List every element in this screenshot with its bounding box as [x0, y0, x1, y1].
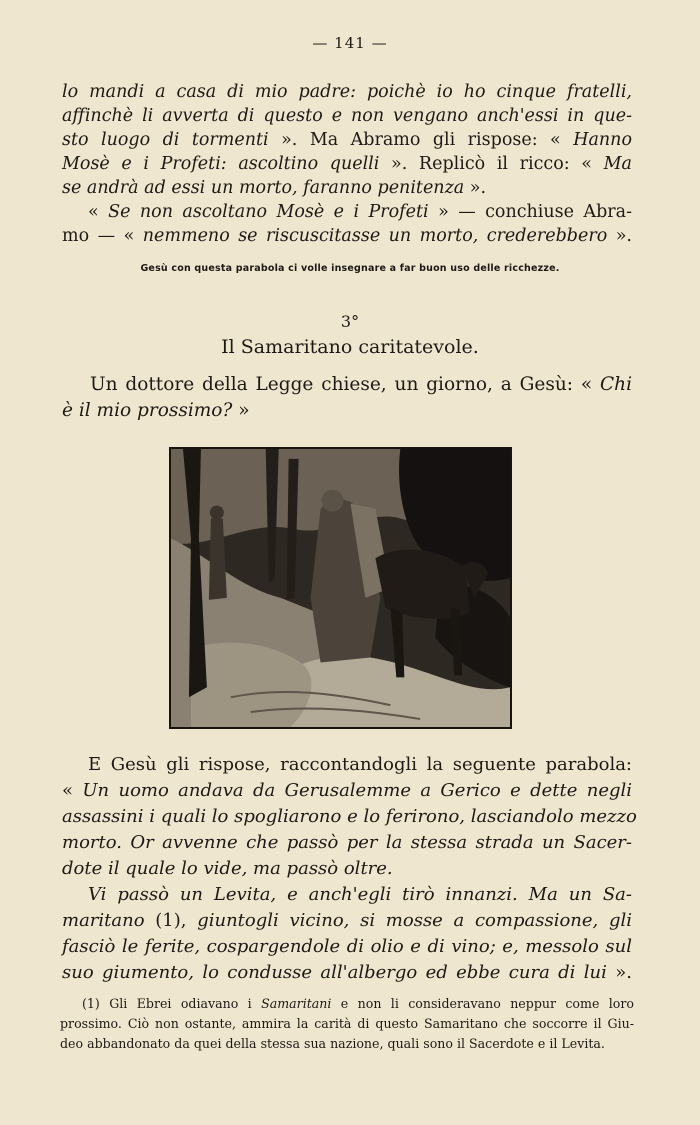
- text-fragment: se andrà ad essi un morto, faranno penitenza: [62, 178, 465, 198]
- text-line: Vi passò un Levita, e anch'egli tirò innanzi. Ma un Sa-: [88, 884, 632, 905]
- text-fragment: e non li consideravano neppur come loro: [331, 996, 634, 1011]
- section-number: 3°: [340, 312, 360, 331]
- text-fragment: ».: [607, 226, 632, 246]
- good-samaritan-engraving: [169, 447, 512, 729]
- text-fragment: Ma: [603, 154, 632, 174]
- page-number: — 141 —: [312, 34, 388, 52]
- text-fragment: ». Ma Abramo gli rispose: «: [268, 130, 574, 150]
- section-title: Il Samaritano caritatevole.: [221, 336, 479, 358]
- top-paragraph: [62, 80, 632, 248]
- text-fragment: «: [62, 780, 83, 801]
- text-fragment: Mosè e i Profeti: ascoltino quelli: [62, 154, 380, 174]
- text-fragment: Un dottore della Legge chiese, un giorno, a Gesù: «: [90, 374, 600, 395]
- text-line: assassini i quali lo spogliarono e lo ferirono, lasciandolo mezzo: [62, 806, 637, 827]
- text-fragment: Samaritani: [261, 996, 332, 1011]
- footnote: [60, 994, 634, 1054]
- text-line: fasciò le ferite, cospargendole di olio e di vino; e, messolo sul: [62, 936, 632, 957]
- text-fragment: Un uomo andava da Gerusalemme a Gerico e dette negli: [82, 780, 633, 801]
- text-fragment: Hanno: [573, 130, 632, 150]
- engraving-icon: [171, 449, 510, 727]
- parable-paragraph: [62, 752, 637, 986]
- text-fragment: Se non ascoltano Mosè e i Profeti: [108, 202, 429, 222]
- text-line: deo abbandonato da quei della stessa sua nazione, quali sono il Sacerdote e il Levita.: [60, 1036, 605, 1051]
- text-fragment: »: [232, 400, 250, 421]
- intro-paragraph: [62, 372, 632, 424]
- text-line: affinchè li avverta di questo e non vengano anch'essi in que-: [62, 106, 632, 126]
- text-fragment: suo giumento, lo condusse all'albergo ed ebbe cura di lui: [62, 962, 607, 983]
- text-fragment: (1),: [144, 910, 198, 931]
- text-fragment: » — conchiuse Abra-: [428, 202, 632, 222]
- text-line: lo mandi a casa di mio padre: poichè io ho cinque fratelli,: [62, 82, 632, 102]
- text-fragment: mo — «: [62, 226, 143, 246]
- text-line: E Gesù gli rispose, raccontandogli la seguente parabola:: [88, 754, 632, 775]
- text-fragment: sto luogo di tormenti: [62, 130, 269, 150]
- text-fragment: maritano: [62, 910, 145, 931]
- text-line: prossimo. Ciò non ostante, ammira la carità di questo Samaritano che soccorre il Giu-: [60, 1016, 634, 1031]
- text-fragment: (1) Gli Ebrei odiavano i: [82, 996, 262, 1011]
- text-fragment: Chi: [600, 374, 632, 395]
- text-fragment: ».: [464, 178, 487, 198]
- moral-note: Gesù con questa parabola ci volle insegnare a far buon uso delle ricchezze.: [140, 263, 560, 274]
- text-fragment: «: [88, 202, 109, 222]
- text-fragment: giuntogli vicino, si mosse a compassione, gli: [197, 910, 632, 931]
- text-line: dote il quale lo vide, ma passò oltre.: [62, 858, 393, 879]
- text-line: morto. Or avvenne che passò per la stessa strada un Sacer-: [62, 832, 632, 853]
- text-fragment: ». Replicò il ricco: «: [379, 154, 604, 174]
- text-fragment: è il mio prossimo?: [62, 400, 233, 421]
- text-fragment: nemmeno se riscuscitasse un morto, crederebbero: [142, 226, 608, 246]
- text-fragment: ».: [606, 962, 632, 983]
